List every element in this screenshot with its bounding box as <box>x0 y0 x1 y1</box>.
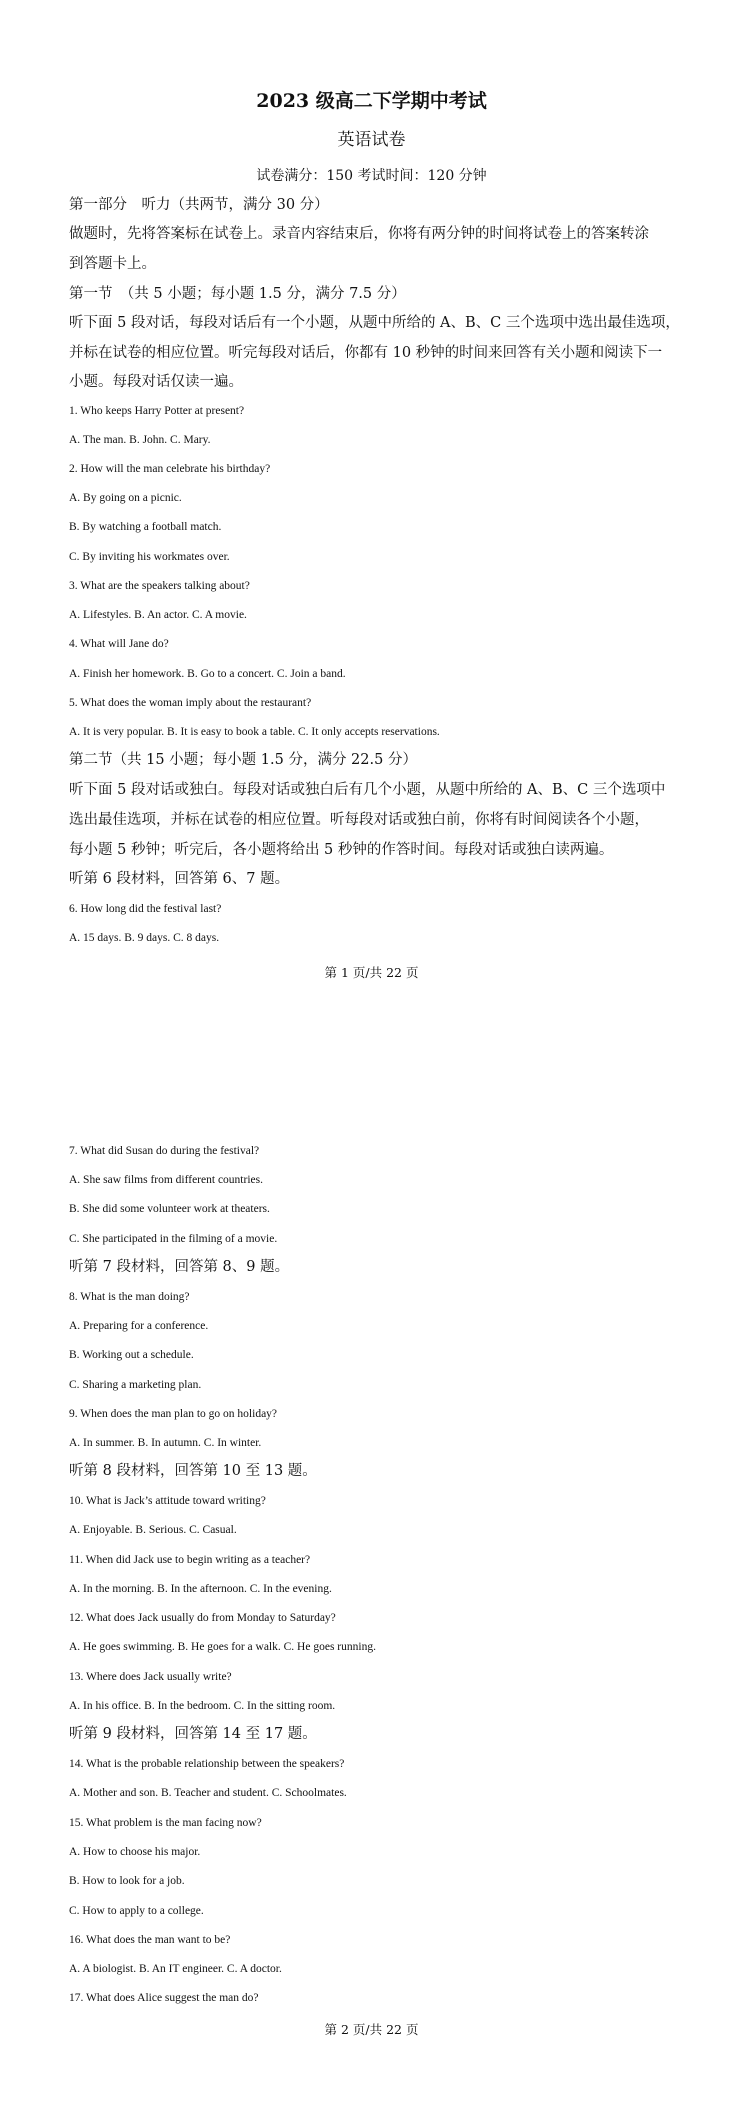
question-options: A. A biologist. B. An IT engineer. C. A doctor. <box>69 1963 282 1975</box>
section2-heading: 第二节（共 15 小题；每小题 1.5 分，满分 22.5 分） <box>69 752 417 768</box>
section1-instructions: 听下面 5 段对话，每段对话后有一个小题，从题中所给的 A、B、C 三个选项中选出最佳选项， <box>69 315 680 331</box>
question-text: 8. What is the man doing? <box>69 1291 190 1303</box>
section2-instructions: 每小题 5 秒钟；听完后，各小题将给出 5 秒钟的作答时间。每段对话或独白读两遍。 <box>69 842 614 858</box>
exam-title: 2023 级高二下学期中考试 <box>256 90 487 112</box>
question-text: 17. What does Alice suggest the man do? <box>69 1992 259 2004</box>
material-heading: 听第 9 段材料，回答第 14 至 17 题。 <box>69 1726 317 1742</box>
page-footer: 第 1 页/共 22 页 <box>324 965 419 980</box>
question-options: A. It is very popular. B. It is easy to book a table. C. It only accepts reservations. <box>69 726 440 738</box>
question-option: A. By going on a picnic. <box>69 492 182 504</box>
question-option: C. She participated in the filming of a movie. <box>69 1233 278 1245</box>
question-text: 4. What will Jane do? <box>69 638 169 650</box>
part1-heading: 第一部分 听力（共两节，满分 30 分） <box>69 197 329 213</box>
question-options: A. Enjoyable. B. Serious. C. Casual. <box>69 1524 237 1536</box>
question-options: A. In summer. B. In autumn. C. In winter. <box>69 1437 262 1449</box>
exam-page-1 <box>0 0 743 1010</box>
question-options: A. Finish her homework. B. Go to a concert. C. Join a band. <box>69 668 346 680</box>
section1-heading: 第一节 （共 5 小题；每小题 1.5 分，满分 7.5 分） <box>69 286 406 302</box>
exam-meta: 试卷满分：150 考试时间：120 分钟 <box>256 168 487 184</box>
question-text: 7. What did Susan do during the festival? <box>69 1145 260 1157</box>
question-options: A. In his office. B. In the bedroom. C. In the sitting room. <box>69 1700 336 1712</box>
question-option: B. By watching a football match. <box>69 521 222 533</box>
question-options: A. In the morning. B. In the afternoon. C. In the evening. <box>69 1583 332 1595</box>
question-option: A. She saw films from different countries. <box>69 1174 263 1186</box>
question-option: B. She did some volunteer work at theaters. <box>69 1203 270 1215</box>
question-text: 2. How will the man celebrate his birthday? <box>69 463 271 475</box>
instructions-line: 做题时，先将答案标在试卷上。录音内容结束后，你将有两分钟的时间将试卷上的答案转涂 <box>69 226 649 242</box>
section1-instructions: 小题。每段对话仅读一遍。 <box>69 374 243 390</box>
exam-subtitle: 英语试卷 <box>337 130 406 150</box>
question-text: 11. When did Jack use to begin writing as a teacher? <box>69 1554 311 1566</box>
question-option: A. How to choose his major. <box>69 1846 201 1858</box>
section2-instructions: 听下面 5 段对话或独白。每段对话或独白后有几个小题，从题中所给的 A、B、C 三个选项中 <box>69 782 666 798</box>
material-heading: 听第 7 段材料，回答第 8、9 题。 <box>69 1259 290 1275</box>
question-option: A. Preparing for a conference. <box>69 1320 209 1332</box>
question-options: A. 15 days. B. 9 days. C. 8 days. <box>69 932 220 944</box>
question-option: C. By inviting his workmates over. <box>69 551 230 563</box>
question-text: 14. What is the probable relationship between the speakers? <box>69 1758 345 1770</box>
question-options: A. He goes swimming. B. He goes for a walk. C. He goes running. <box>69 1641 376 1653</box>
exam-page-2 <box>0 1010 743 2104</box>
question-option: B. Working out a schedule. <box>69 1349 194 1361</box>
question-text: 6. How long did the festival last? <box>69 903 222 915</box>
question-text: 1. Who keeps Harry Potter at present? <box>69 405 245 417</box>
question-option: C. Sharing a marketing plan. <box>69 1379 202 1391</box>
question-text: 5. What does the woman imply about the restaurant? <box>69 697 312 709</box>
question-text: 12. What does Jack usually do from Monday to Saturday? <box>69 1612 336 1624</box>
section2-instructions: 选出最佳选项，并标在试卷的相应位置。听每段对话或独白前，你将有时间阅读各个小题， <box>69 812 649 828</box>
section1-instructions: 并标在试卷的相应位置。听完每段对话后，你都有 10 秒钟的时间来回答有关小题和阅读下一 <box>69 345 663 361</box>
question-text: 15. What problem is the man facing now? <box>69 1817 262 1829</box>
question-text: 3. What are the speakers talking about? <box>69 580 250 592</box>
question-text: 9. When does the man plan to go on holiday? <box>69 1408 278 1420</box>
instructions-line: 到答题卡上。 <box>69 256 156 272</box>
question-option: B. How to look for a job. <box>69 1875 185 1887</box>
question-option: C. How to apply to a college. <box>69 1905 204 1917</box>
question-text: 16. What does the man want to be? <box>69 1934 231 1946</box>
question-options: A. Lifestyles. B. An actor. C. A movie. <box>69 609 247 621</box>
question-text: 13. Where does Jack usually write? <box>69 1671 232 1683</box>
question-options: A. Mother and son. B. Teacher and student. C. Schoolmates. <box>69 1787 347 1799</box>
material-heading: 听第 8 段材料，回答第 10 至 13 题。 <box>69 1463 317 1479</box>
material-heading: 听第 6 段材料，回答第 6、7 题。 <box>69 871 290 887</box>
question-text: 10. What is Jack’s attitude toward writing? <box>69 1495 266 1507</box>
page-footer: 第 2 页/共 22 页 <box>324 2022 419 2037</box>
question-options: A. The man. B. John. C. Mary. <box>69 434 211 446</box>
